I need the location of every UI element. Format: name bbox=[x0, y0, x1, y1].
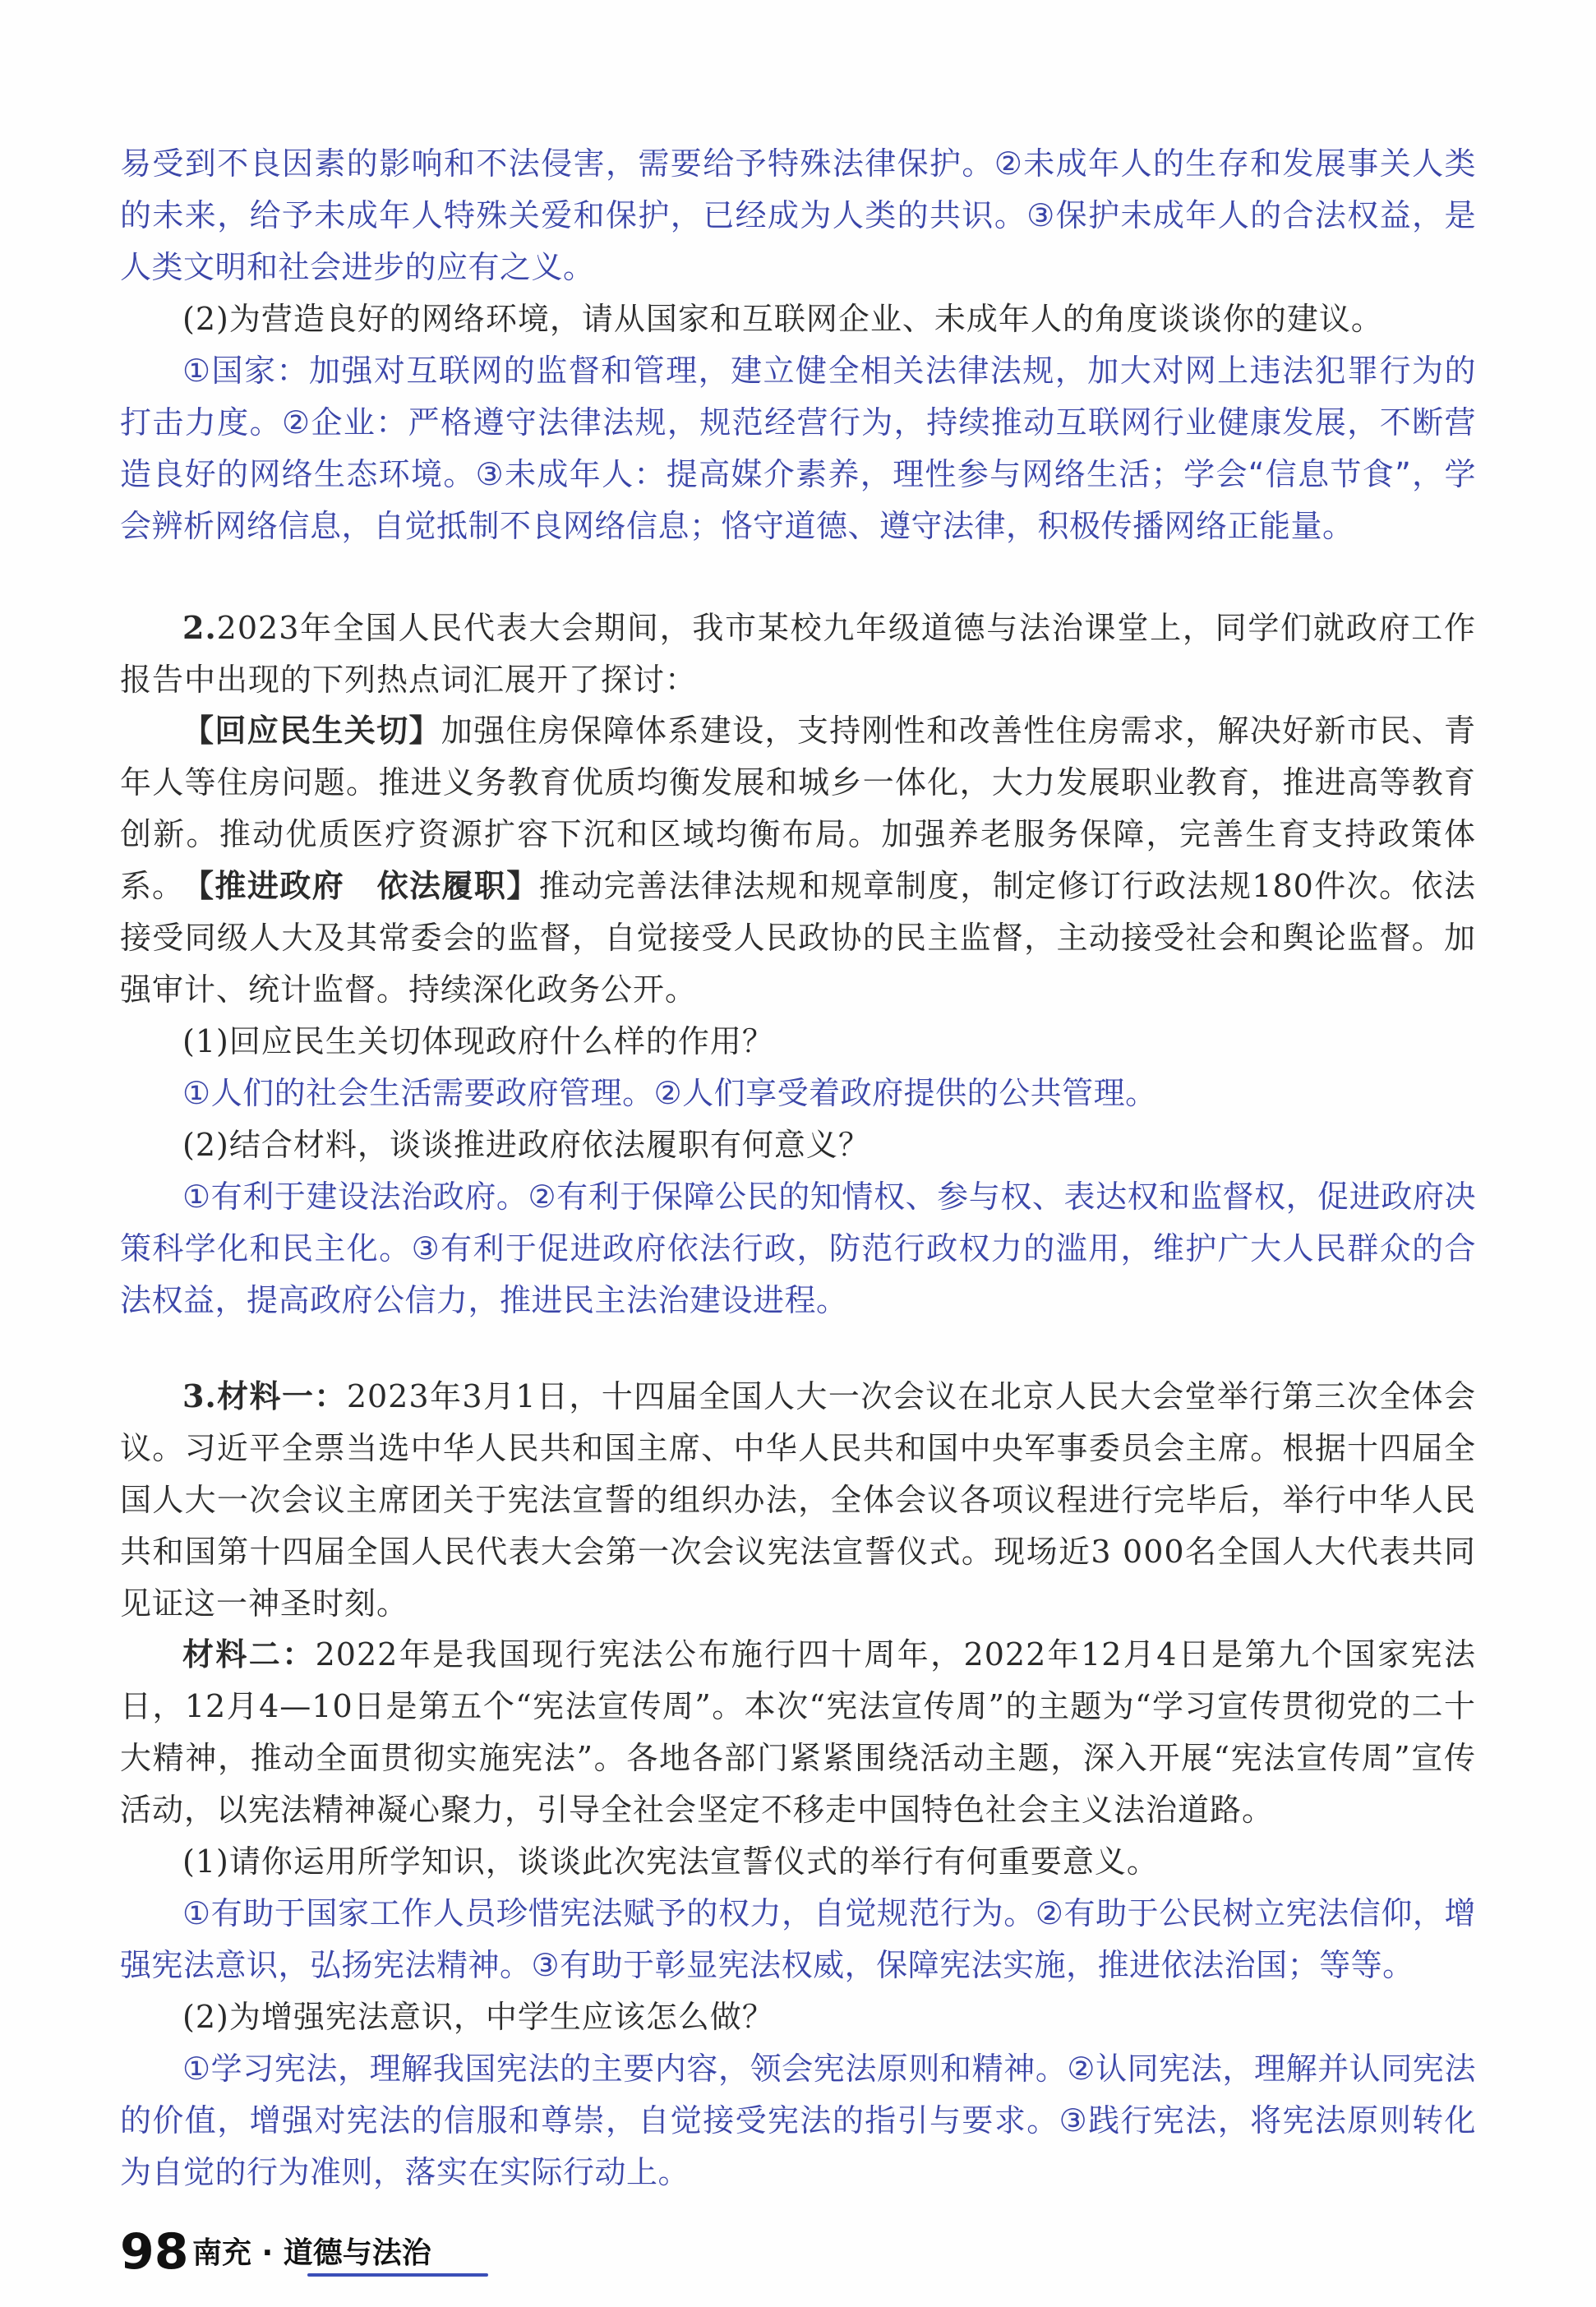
q3-material1 bbox=[120, 1370, 1476, 1630]
q1-answer1-continued: 易受到不良因素的影响和不法侵害，需要给予特殊法律保护。②未成年人的生存和发展事关人类的未来，给予未成年人特殊关爱和保护，已经成为人类的共识。③保护未成年人的合法权益，是人类文明和社会进步的应有之义。 bbox=[120, 145, 1476, 285]
q2-sub1-question: (1)回应民生关切体现政府什么样的作用？ bbox=[182, 1023, 774, 1059]
q2-material2-text: 推动完善法律法规和规章制度，制定修订行政法规180件次。依法接受同级人大及其常委会的监督，自觉接受人民政协的民主监督，主动接受社会和舆论监督。加强审计、统计监督。持续深化政务公开。 bbox=[120, 868, 1476, 1008]
subject-underline bbox=[307, 2273, 488, 2277]
q3-material1-label: 材料一： bbox=[216, 1378, 347, 1414]
q3-material1-text: 2023年3月1日，十四届全国人大一次会议在北京人民大会堂举行第三次全体会议。习近平全票当选中华人民共和国主席、中华人民共和国中央军事委员会主席。根据十四届全国人大一次会议主席团关于宪法宣誓的组织办法，全体会议各项议程进行完毕后，举行中华人民共和国第十四届全国人民代表大会第一次会议宪法宣誓仪式。现场近3 000名全国人大代表共同见证这一神圣时刻。 bbox=[120, 1378, 1476, 1622]
q3-number: 3. bbox=[182, 1377, 217, 1414]
q3-sub2-question: (2)为增强宪法意识，中学生应该怎么做？ bbox=[182, 1999, 774, 2035]
q3-sub1-question: (1)请你运用所学知识，谈谈此次宪法宣誓仪式的举行有何重要意义。 bbox=[182, 1843, 1159, 1880]
q3-material2-text: 2022年是我国现行宪法公布施行四十周年，2022年12月4日是第九个国家宪法日，12月4—10日是第五个“宪法宣传周”。本次“宪法宣传周”的主题为“学习宣传贯彻党的二十大精神，推动全面贯彻实施宪法”。各地各部门紧紧围绕活动主题，深入开展“宪法宣传周”宣传活动，以宪法精神凝心聚力，引导全社会坚定不移走中国特色社会主义法治道路。 bbox=[120, 1636, 1476, 1828]
q2-number: 2. bbox=[182, 609, 217, 646]
q3-sub2-answer: ①学习宪法，理解我国宪法的主要内容，领会宪法原则和精神。②认同宪法，理解并认同宪法的价值，增强对宪法的信服和尊崇，自觉接受宪法的指引与要求。③践行宪法，将宪法原则转化为自觉的行为准则，落实在实际行动上。 bbox=[120, 2051, 1476, 2190]
q2-material1-text: 加强住房保障体系建设，支持刚性和改善性住房需求，解决好新市民、青年人等住房问题。推进义务教育优质均衡发展和城乡一体化，大力发展职业教育，推进高等教育创新。推动优质医疗资源扩容下沉和区域均衡布局。加强养老服务保障，完善生育支持政策体系。 bbox=[120, 713, 1476, 904]
q2-material2 bbox=[120, 861, 1476, 1016]
q2-sub2-answer: ①有利于建设法治政府。②有利于保障公民的知情权、参与权、表达权和监督权，促进政府决策科学化和民主化。③有利于促进政府依法行政，防范行政权力的滥用，维护广大人民群众的合法权益，提高政府公信力，推进民主法治建设进程。 bbox=[120, 1179, 1476, 1318]
q2-sub2-question: (2)结合材料，谈谈推进政府依法履职有何意义？ bbox=[182, 1127, 870, 1163]
q3-material2-label: 材料二： bbox=[182, 1636, 316, 1673]
q1-sub2-question: (2)为营造良好的网络环境，请从国家和互联网企业、未成年人的角度谈谈你的建议。 bbox=[182, 301, 1383, 337]
q2-material1-label: 【回应民生关切】 bbox=[182, 713, 441, 749]
q2-sub1-answer: ①人们的社会生活需要政府管理。②人们享受着政府提供的公共管理。 bbox=[182, 1075, 1157, 1111]
subject-title: 南充 · 道德与法治 bbox=[192, 2236, 431, 2270]
q1-sub2-answer: ①国家：加强对互联网的监督和管理，建立健全相关法律法规，加大对网上违法犯罪行为的打击力度。②企业：严格遵守法律法规，规范经营行为，持续推动互联网行业健康发展，不断营造良好的网络生态环境。③未成年人：提高媒介素养，理性参与网络生活；学会“信息节食”，学会辨析网络信息，自觉抵制不良网络信息；恪守道德、遵守法律，积极传播网络正能量。 bbox=[120, 353, 1476, 544]
q2-stem bbox=[120, 602, 1476, 706]
q2-stem-text: 2023年全国人民代表大会期间，我市某校九年级道德与法治课堂上，同学们就政府工作报告中出现的下列热点词汇展开了探讨： bbox=[120, 610, 1476, 698]
q3-material2 bbox=[120, 1629, 1476, 1836]
page-number: 98 bbox=[120, 2223, 189, 2281]
q3-sub1-answer: ①有助于国家工作人员珍惜宪法赋予的权力，自觉规范行为。②有助于公民树立宪法信仰，增强宪法意识，弘扬宪法精神。③有助于彰显宪法权威，保障宪法实施，推进依法治国；等等。 bbox=[120, 1895, 1476, 1983]
q2-material2-label: 【推进政府 依法履职】 bbox=[182, 868, 539, 904]
